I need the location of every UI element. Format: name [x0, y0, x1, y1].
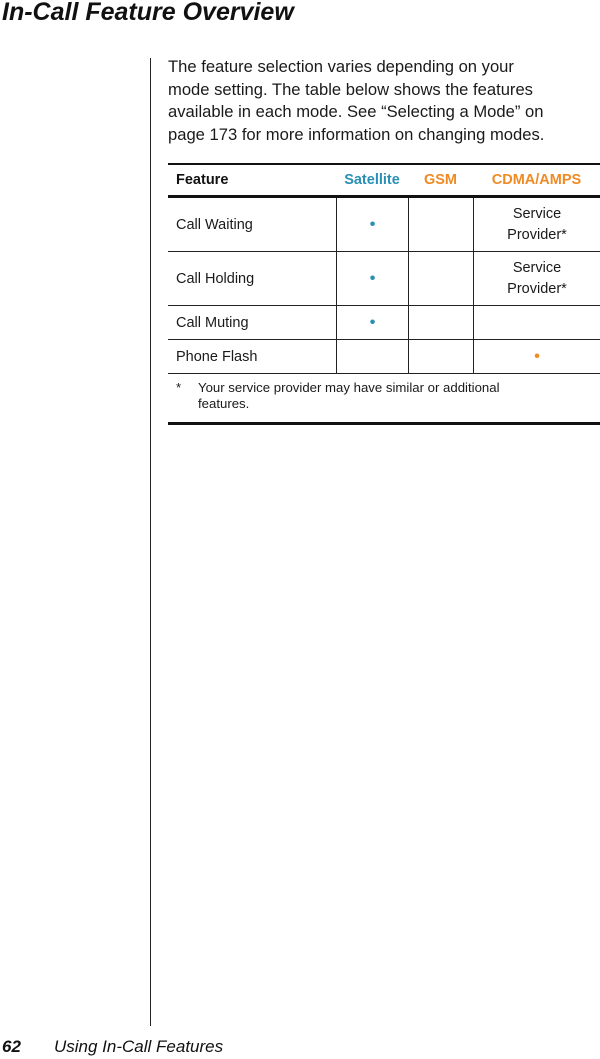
- cell-text-line: Service: [512, 205, 562, 222]
- feature-label: Call Muting: [176, 314, 249, 331]
- margin-rule: [150, 58, 151, 1026]
- cell-gsm: [408, 252, 473, 305]
- availability-dot: •: [369, 269, 376, 287]
- table-row: [168, 306, 600, 340]
- page-footer: [2, 1037, 223, 1057]
- availability-dot: •: [369, 215, 376, 233]
- feature-label: Phone Flash: [176, 348, 258, 365]
- intro-line: mode setting. The table below shows the features: [168, 79, 533, 99]
- cell-text-line: Provider*: [507, 280, 567, 297]
- availability-dot: •: [534, 347, 540, 365]
- footnote-line: Your service provider may have similar or additional: [198, 380, 500, 395]
- cell-text-line: Service: [512, 259, 562, 276]
- cell-feature: [168, 306, 336, 339]
- cell-gsm: [408, 340, 473, 373]
- cell-cdma-amps: [473, 198, 600, 251]
- footnote-line: features.: [198, 395, 250, 411]
- intro-paragraph: [168, 56, 598, 146]
- table-footnote: [168, 374, 600, 425]
- intro-line: available in each mode. See “Selecting a Mode” on: [168, 102, 544, 122]
- section-title: Using In-Call Features: [54, 1037, 224, 1056]
- feature-table: [168, 163, 600, 425]
- intro-line: The feature selection varies depending on your: [168, 57, 514, 76]
- footnote-text: [198, 380, 500, 416]
- header-satellite: Satellite: [344, 172, 400, 188]
- page-number: 62: [2, 1037, 21, 1056]
- service-provider-note: [507, 204, 567, 246]
- intro-line: page 173 for more information on changing modes.: [168, 124, 545, 144]
- footnote-mark: *: [176, 380, 182, 395]
- table-header: [168, 163, 600, 198]
- cell-feature: [168, 340, 336, 373]
- header-gsm: GSM: [423, 172, 458, 188]
- cell-feature: [168, 198, 336, 251]
- cell-satellite: [336, 306, 408, 339]
- feature-label: Call Holding: [176, 270, 255, 287]
- availability-dot: •: [369, 313, 376, 331]
- feature-label: Call Waiting: [176, 216, 253, 233]
- cell-cdma-amps: [473, 306, 600, 339]
- cell-cdma-amps: [473, 340, 600, 373]
- table-row: [168, 340, 600, 374]
- cell-feature: [168, 252, 336, 305]
- service-provider-note: [507, 258, 567, 300]
- cell-text-line: Provider*: [507, 226, 567, 243]
- table-row: [168, 198, 600, 252]
- table-row: [168, 252, 600, 306]
- cell-satellite: [336, 198, 408, 251]
- cell-satellite: [336, 252, 408, 305]
- cell-gsm: [408, 306, 473, 339]
- header-feature: Feature: [176, 172, 229, 188]
- cell-satellite: [336, 340, 408, 373]
- cell-cdma-amps: [473, 252, 600, 305]
- cell-gsm: [408, 198, 473, 251]
- header-cdma-amps: CDMA/AMPS: [491, 172, 582, 188]
- page-heading: In-Call Feature Overview: [2, 0, 294, 26]
